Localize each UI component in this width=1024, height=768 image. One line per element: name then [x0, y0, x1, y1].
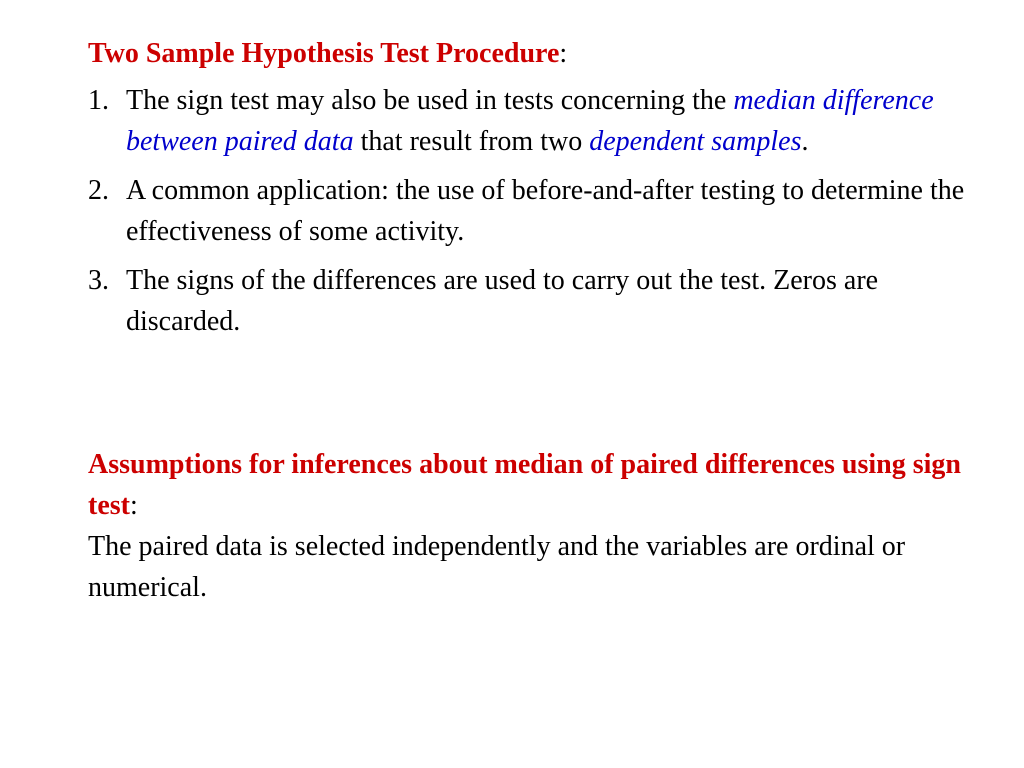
assumptions-section	[88, 444, 968, 608]
list-item-3	[88, 260, 968, 342]
emphasis-dependent-samples: dependent samples	[589, 126, 802, 157]
list-item-number: 1.	[88, 85, 109, 116]
assumptions-title-colon: :	[129, 490, 138, 521]
procedure-title-colon: :	[559, 38, 568, 69]
procedure-section	[88, 34, 968, 350]
procedure-title-line	[88, 34, 968, 74]
list-item-number: 2.	[88, 175, 109, 206]
list-item-1	[88, 80, 968, 162]
list-item-text: The sign test may also be used in tests concerning the	[126, 85, 734, 116]
list-item-text: A common application: the use of before-and-after testing to determine the effectiveness of some activity.	[126, 175, 965, 247]
list-item-text: .	[801, 126, 809, 157]
list-item-2	[88, 170, 968, 252]
list-item-text: The signs of the differences are used to carry out the test. Zeros are discarded.	[126, 265, 879, 337]
procedure-title: Two Sample Hypothesis Test Procedure	[88, 38, 560, 69]
assumptions-title: Assumptions for inferences about median of paired differences using sign test	[88, 449, 961, 521]
assumptions-title-block	[88, 444, 968, 526]
emphasis-median-difference: median difference between paired data	[126, 85, 934, 157]
procedure-list	[88, 80, 968, 342]
assumptions-text: The paired data is selected independently and the variables are ordinal or numerical.	[88, 531, 906, 603]
list-item-number: 3.	[88, 265, 109, 296]
list-item-text: that result from two	[353, 126, 590, 157]
